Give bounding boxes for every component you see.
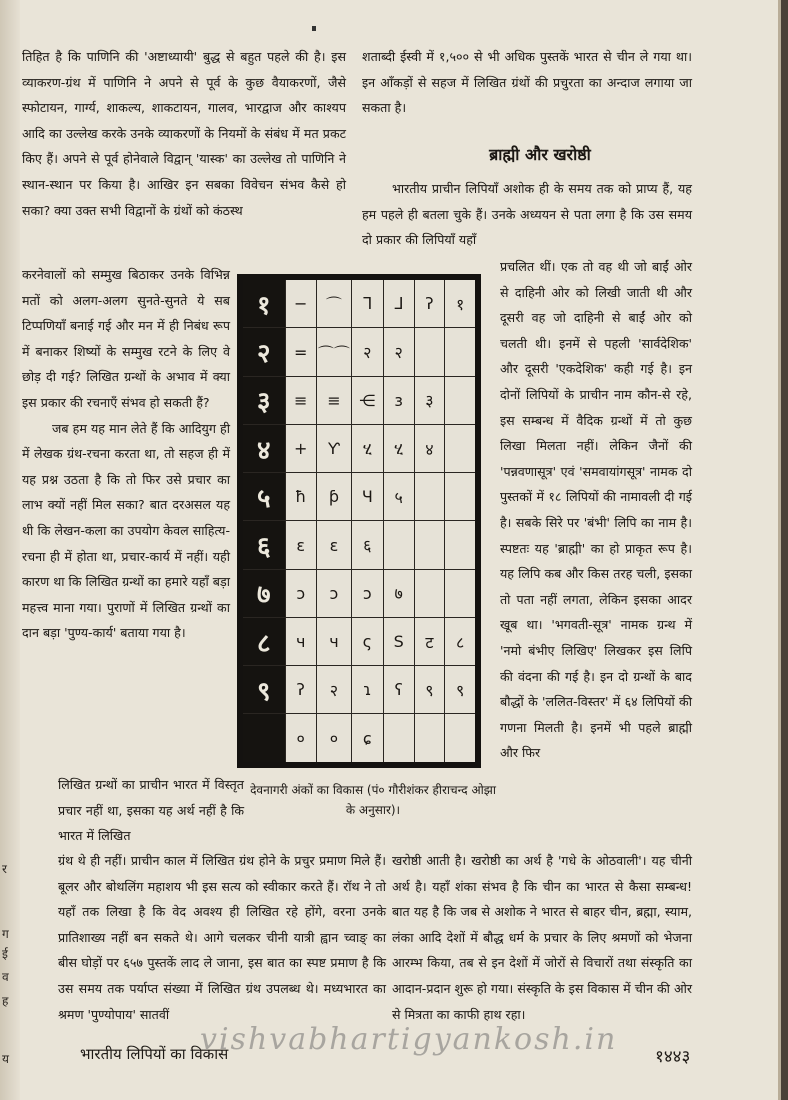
numeral-row-label: ६: [240, 521, 285, 569]
numeral-form-cell: ⌒: [316, 277, 351, 328]
numeral-form-cell: [445, 376, 478, 424]
numeral-row: [240, 277, 478, 328]
numeral-form-cell: [414, 521, 445, 569]
numeral-form-cell: S: [383, 617, 414, 665]
numeral-form-cell: ɛ: [316, 521, 351, 569]
numeral-form-cell: ९: [414, 666, 445, 714]
numeral-form-cell: +: [285, 424, 316, 472]
numeral-form-cell: ८: [445, 617, 478, 665]
numeral-form-cell: ɛ: [285, 521, 316, 569]
numeral-row: [240, 376, 478, 424]
numeral-row-label: ३: [240, 376, 285, 424]
section-heading: ब्राह्मी और खरोष्ठी: [489, 145, 591, 164]
numeral-form-cell: ४: [414, 424, 445, 472]
numeral-form-cell: [414, 569, 445, 617]
numeral-row: [240, 521, 478, 569]
numeral-form-cell: [383, 714, 414, 765]
numeral-form-cell: [383, 521, 414, 569]
numeral-form-cell: [445, 569, 478, 617]
numeral-form-cell: ሂ: [383, 424, 414, 472]
right-column-top: [362, 44, 692, 121]
numeral-form-cell: ɕ: [351, 714, 383, 765]
facing-page-glyph: ई: [2, 947, 8, 961]
numeral-row: [240, 473, 478, 521]
left-column-top: [22, 44, 346, 223]
paragraph-right-bottom: खरोष्ठी आती है। खरोष्ठी का अर्थ है 'गधे के ओठवाली'। यह चीनी अर्थ है। यहाँ शंका संभव है कि चीन का भारत से कैसा सम्बन्ध! बात यह है कि जब से अशोक ने भारत से बाहर चीन, ब्रह्मा, स्याम, लंका आदि देशों में बौद्ध धर्म के प्रचार के लिए श्रमणों को भेजना आरम्भ किया, तब से इन देशों में जोरों से विचारों तथा संस्कृति का आदान-प्रदान शुरू हो गया। संस्कृति के इस विकास में चीन की ओर से मित्रता का काफी हाथ रहा।: [392, 853, 692, 1022]
numeral-form-cell: ሂ: [351, 424, 383, 472]
facing-page-glyph: ग: [2, 927, 9, 941]
right-column-middle: [500, 254, 692, 766]
numeral-form-cell: ɜ: [383, 376, 414, 424]
numeral-form-cell: ч: [316, 617, 351, 665]
numeral-form-cell: [445, 714, 478, 765]
numeral-form-cell: २: [351, 328, 383, 376]
numeral-form-cell: [414, 473, 445, 521]
paragraph-left-mid-1: करनेवालों को सम्मुख बिठाकर उनके विभिन्न मतों को अलग-अलग सुनते-सुनते ये सब टिप्पणियाँ बनाई गई और मन में ही निबंध रूप में बनाकर शिष्यों के सम्मुख रटने के लिए वे छोड़ दी गई? लिखित ग्रन्थों के अभाव में क्या इस प्रकार की रचनाएँ संभव हो सकती हैं?: [22, 267, 230, 410]
numeral-form-cell: =: [285, 328, 316, 376]
numeral-form-cell: ↄ: [285, 569, 316, 617]
devanagari-numerals-table: [237, 274, 481, 768]
right-column-intro: [362, 176, 692, 253]
paragraph-right-top: शताब्दी ईस्वी में १,५०० से भी अधिक पुस्तकें भारत से चीन ले गया था। इन आँकड़ों से सहज में लिखित ग्रंथों की प्रचुरता का अन्दाज लगाया जा सकता है।: [362, 49, 692, 116]
numeral-form-cell: ᒧ: [383, 277, 414, 328]
numeral-form-cell: ≡: [285, 376, 316, 424]
left-column-middle: [22, 262, 230, 646]
figure-caption: देवनागरी अंकों का विकास (पं० गौरीशंकर हीराचन्द ओझा के अनुसार)।: [250, 783, 496, 817]
numeral-form-cell: ɿ: [351, 666, 383, 714]
numeral-form-cell: −: [285, 277, 316, 328]
left-column-bottom: [58, 772, 244, 849]
numeral-row-label: ५: [240, 473, 285, 521]
adjacent-page-strip: [0, 0, 20, 1100]
numeral-row-label: ८: [240, 617, 285, 665]
facing-page-glyph: य: [2, 1052, 9, 1066]
numeral-form-cell: ३: [414, 376, 445, 424]
numeral-form-cell: [445, 521, 478, 569]
numeral-form-cell: ०: [285, 714, 316, 765]
facing-page-glyph: र: [2, 862, 7, 876]
numeral-form-cell: ७: [383, 569, 414, 617]
running-footer-title: भारतीय लिपियों का विकास: [80, 1045, 229, 1063]
paragraph-left-top: तिहित है कि पाणिनि की 'अष्टाध्यायी' बुद्ध से बहुत पहले की है। इस व्याकरण-ग्रंथ में पाणिनि ने अपने से पूर्व के कुछ वैयाकरणों, जैसे स्फोटायन, गार्ग्य, शाकल्य, शाकटायन, गालव, भारद्वाज और काश्यप आदि का उल्लेख करके उनके व्याकरणों के नियमों के संबंध में मत प्रकट किए हैं। अपने से पूर्व होनेवाले विद्वान् 'यास्क' का उल्लेख तो पाणिनि ने स्थान-स्थान पर किया है। आखिर इन सबका विवेचन संभव कैसे हो सका? क्या उक्त सभी विद्वानों के ग्रंथों को कंठस्थ: [22, 49, 346, 218]
numeral-form-cell: [414, 714, 445, 765]
paragraph-right-2: भारतीय प्राचीन लिपियाँ अशोक ही के समय तक को प्राप्य हैं, यह हम पहले ही बतला चुके हैं। उनके अध्ययन से पता लगा है कि उस समय दो प्रकार की लिपियाँ यहाँ: [362, 181, 692, 248]
numeral-form-cell: Ч: [351, 473, 383, 521]
numeral-form-cell: ≡: [316, 376, 351, 424]
paragraph-mid-bottom: ग्रंथ थे ही नहीं। प्राचीन काल में लिखित ग्रंथ होने के प्रचुर प्रमाण मिले हैं। बूलर और बोथलिंग महाशय भी इस सत्य को स्वीकार करते हैं। रॉथ ने तो यहाँ तक लिखा है कि वेद अवश्य ही लिखित रहे होंगे, वरना उनके प्रातिशाख्य नहीं बन सकते थे। आगे चलकर चीनी यात्री ह्वान च्वाङ् का बीस घोड़ों पर ६५७ पुस्तकें लाद ले जाना, इस बात का स्पष्ट प्रमाण है कि उस समय तक पर्याप्त संख्या में लिखित ग्रंथ उपलब्ध थे। मध्यभारत का श्रमण 'पुण्योपाय' सातवीं: [58, 853, 386, 1022]
numeral-row: [240, 424, 478, 472]
numeral-row: [240, 328, 478, 376]
numeral-form-cell: ट: [414, 617, 445, 665]
numeral-form-cell: ч: [285, 617, 316, 665]
numeral-form-cell: ↄ: [351, 569, 383, 617]
numeral-form-cell: ६: [351, 521, 383, 569]
numeral-form-cell: ʔ: [285, 666, 316, 714]
numeral-form-cell: ⋲: [351, 376, 383, 424]
numeral-form-cell: १: [445, 277, 478, 328]
numeral-form-cell: ⌒⌒: [316, 328, 351, 376]
numeral-row: [240, 569, 478, 617]
numeral-form-cell: ς: [351, 617, 383, 665]
numeral-row: [240, 714, 478, 765]
page-number: १४४३: [655, 1047, 691, 1067]
numeral-row-label: [240, 714, 285, 765]
numeral-form-cell: ƥ: [316, 473, 351, 521]
numeral-form-cell: [414, 328, 445, 376]
numeral-form-cell: ५: [383, 473, 414, 521]
right-column-bottom: [392, 848, 692, 1027]
numeral-row: [240, 617, 478, 665]
numeral-form-cell: ʔ: [414, 277, 445, 328]
facing-page-glyph: व: [2, 970, 9, 984]
numeral-row: [240, 666, 478, 714]
numeral-row-label: २: [240, 328, 285, 376]
numeral-form-cell: ᒣ: [351, 277, 383, 328]
numeral-form-cell: [445, 424, 478, 472]
facing-page-glyph: ह: [2, 994, 9, 1008]
paragraph-left-mid-2: जब हम यह मान लेते हैं कि आदियुग ही में लेखक ग्रंथ-रचना करता था, तो सहज ही में यह प्रश्न उठता है कि तो फिर उसे प्रचार का लाभ क्यों नहीं मिल सका? बात दरअसल यह थी कि लेखन-कला का उपयोग केवल साहित्य-रचना ही में होता था, प्रचार-कार्य में नहीं। यही कारण था कि लिखित ग्रन्थों का हमारे यहाँ बड़ा महत्त्व माना गया। पुराणों में लिखित ग्रन्थों का दान बड़ा 'पुण्य-कार्य' बताया गया है।: [22, 420, 230, 641]
numeral-form-cell: ħ: [285, 473, 316, 521]
numeral-row-label: ४: [240, 424, 285, 472]
watermark: vishvabhartigyankosh.in: [200, 1022, 618, 1057]
numeral-form-cell: २: [316, 666, 351, 714]
numeral-row-label: १: [240, 277, 285, 328]
print-mark: [312, 26, 316, 31]
numeral-form-cell: [445, 473, 478, 521]
numeral-form-cell: ʕ: [383, 666, 414, 714]
numeral-form-cell: २: [383, 328, 414, 376]
numeral-form-cell: ०: [316, 714, 351, 765]
middle-column-bottom: [58, 848, 386, 1027]
paragraph-right-mid: प्रचलित थीं। एक तो वह थी जो बाईं ओर से दाहिनी ओर को लिखी जाती थी और दूसरी वह जो दाहिनी से बाईं ओर को चलती थी। इनमें से पहली 'सार्वदेशिक' और दूसरी 'एकदेशिक' कही गई है। इन दोनों लिपियों के प्राचीन नाम कौन-से रहे, इस सम्बन्ध में वैदिक ग्रन्थों में तो कुछ लिखा मिलता नहीं। लेकिन जैनों की 'पन्नवणासूत्र' एवं 'समवायांगसूत्र' नामक दो पुस्तकों में १८ लिपियों की नामावली दी गई है। सबके सिरे पर 'बंभी' लिपि का नाम है। स्पष्टतः यह 'ब्राह्मी' का हो प्राकृत रूप है। यह लिपि कब और किस तरह चली, इसका तो पता नहीं लगता, लेकिन इसका आदर खूब था। 'भगवती-सूत्र' नामक ग्रन्थ में 'नमो बंभीए लिखिए' लिखकर इस लिपि की वंदना की गई है। इन दो ग्रन्थों के बाद बौद्धों के 'ललित-विस्तर' में ६४ लिपियों की गणना मिलती है। इनमें भी पहले ब्राह्मी और फिर: [500, 259, 692, 761]
numeral-form-cell: ९: [445, 666, 478, 714]
paragraph-left-bottom: लिखित ग्रन्थों का प्राचीन भारत में विस्तृत प्रचार नहीं था, इसका यह अर्थ नहीं है कि भारत में लिखित: [58, 777, 244, 844]
numeral-row-label: ९: [240, 666, 285, 714]
numeral-form-cell: ↄ: [316, 569, 351, 617]
numeral-form-cell: [445, 328, 478, 376]
numeral-row-label: ७: [240, 569, 285, 617]
numeral-form-cell: Ƴ: [316, 424, 351, 472]
